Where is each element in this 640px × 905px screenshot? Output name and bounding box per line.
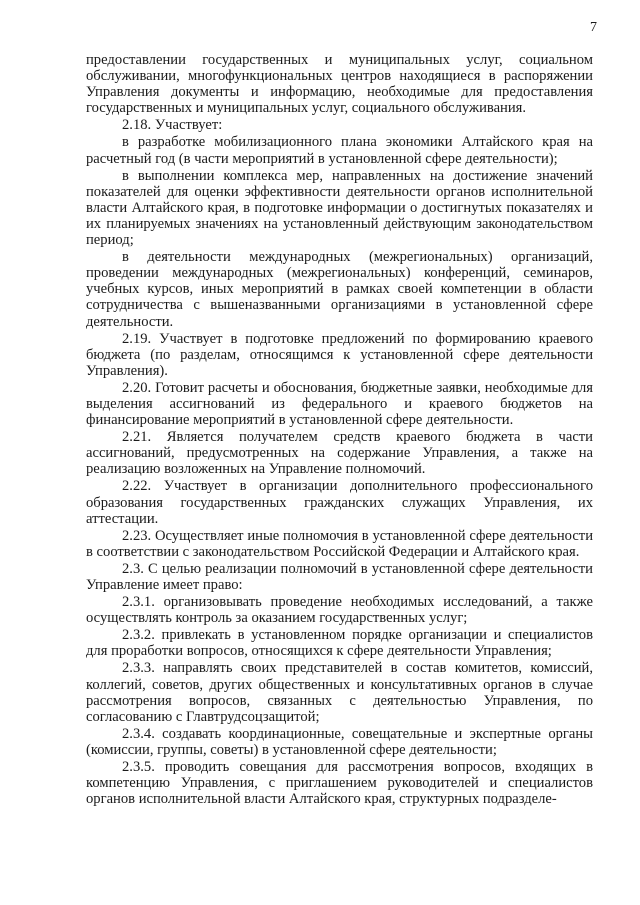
paragraph: 2.3. С целью реализации полномочий в установленной сфере деятельности Управление имеет право:	[86, 560, 593, 593]
paragraph: в разработке мобилизационного плана экономики Алтайского края на расчетный год (в части мероприятий в установленной сфере деятельности);	[86, 134, 593, 167]
paragraph: 2.23. Осуществляет иные полномочия в установленной сфере деятельности в соответствии с законодательством Российской Федерации и Алтайского края.	[86, 527, 593, 560]
paragraph: 2.3.3. направлять своих представителей в состав комитетов, комиссий, коллегий, советов, других общественных и консультативных органов в случае рассмотрения вопросов, связанных с деятельностью Управления, по согласованию с Главтрудсоцзащитой;	[86, 660, 593, 725]
paragraph: 2.21. Является получателем средств краевого бюджета в части ассигнований, предусмотренных на содержание Управления, а также на реализацию возложенных на Управление полномочий.	[86, 429, 593, 478]
paragraph: предоставлении государственных и муниципальных услуг, социальном обслуживании, многофункциональных центров находящиеся в распоряжении Управления документы и информацию, необходимые для предоставления государственных и муниципальных услуг, социального обслуживания.	[86, 52, 593, 117]
paragraph: 2.3.1. организовывать проведение необходимых исследований, а также осуществлять контроль за оказанием государственных услуг;	[86, 594, 593, 627]
paragraph: 2.3.5. проводить совещания для рассмотрения вопросов, входящих в компетенцию Управления, с приглашением руководителей и специалистов органов исполнительной власти Алтайского края, структурных подразделе-	[86, 759, 593, 808]
paragraph: 2.18. Участвует:	[122, 117, 223, 134]
page-number: 7	[590, 20, 597, 35]
paragraph: 2.3.4. создавать координационные, совещательные и экспертные органы (комиссии, группы, советы) в установленной сфере деятельности;	[86, 725, 593, 758]
paragraph: 2.22. Участвует в организации дополнительного профессионального образования государственных гражданских служащих Управления, их аттестации.	[86, 478, 593, 527]
paragraph: в выполнении комплекса мер, направленных на достижение значений показателей для оценки эффективности деятельности органов исполнительной власти Алтайского края, в подготовке информации о достигнутых показателях и их планируемых значениях на установленный действующим законодательством период;	[86, 167, 593, 249]
paragraph: 2.19. Участвует в подготовке предложений по формированию краевого бюджета (по разделам, относящимся к установленной сфере деятельности Управления).	[86, 330, 593, 379]
document-body	[86, 52, 593, 807]
paragraph: 2.3.2. привлекать в установленном порядке организации и специалистов для проработки вопросов, относящихся к сфере деятельности Управления;	[86, 627, 593, 660]
paragraph: 2.20. Готовит расчеты и обоснования, бюджетные заявки, необходимые для выделения ассигнований из федерального и краевого бюджетов на финансирование мероприятий в установленной сфере деятельности.	[86, 379, 593, 429]
paragraph: в деятельности международных (межрегиональных) организаций, проведении международных (межрегиональных) конференций, семинаров, учебных курсов, иных мероприятий в рамках своей компетенции в области сотрудничества с вышеназванными организациями в установленной сфере деятельности.	[86, 249, 593, 330]
